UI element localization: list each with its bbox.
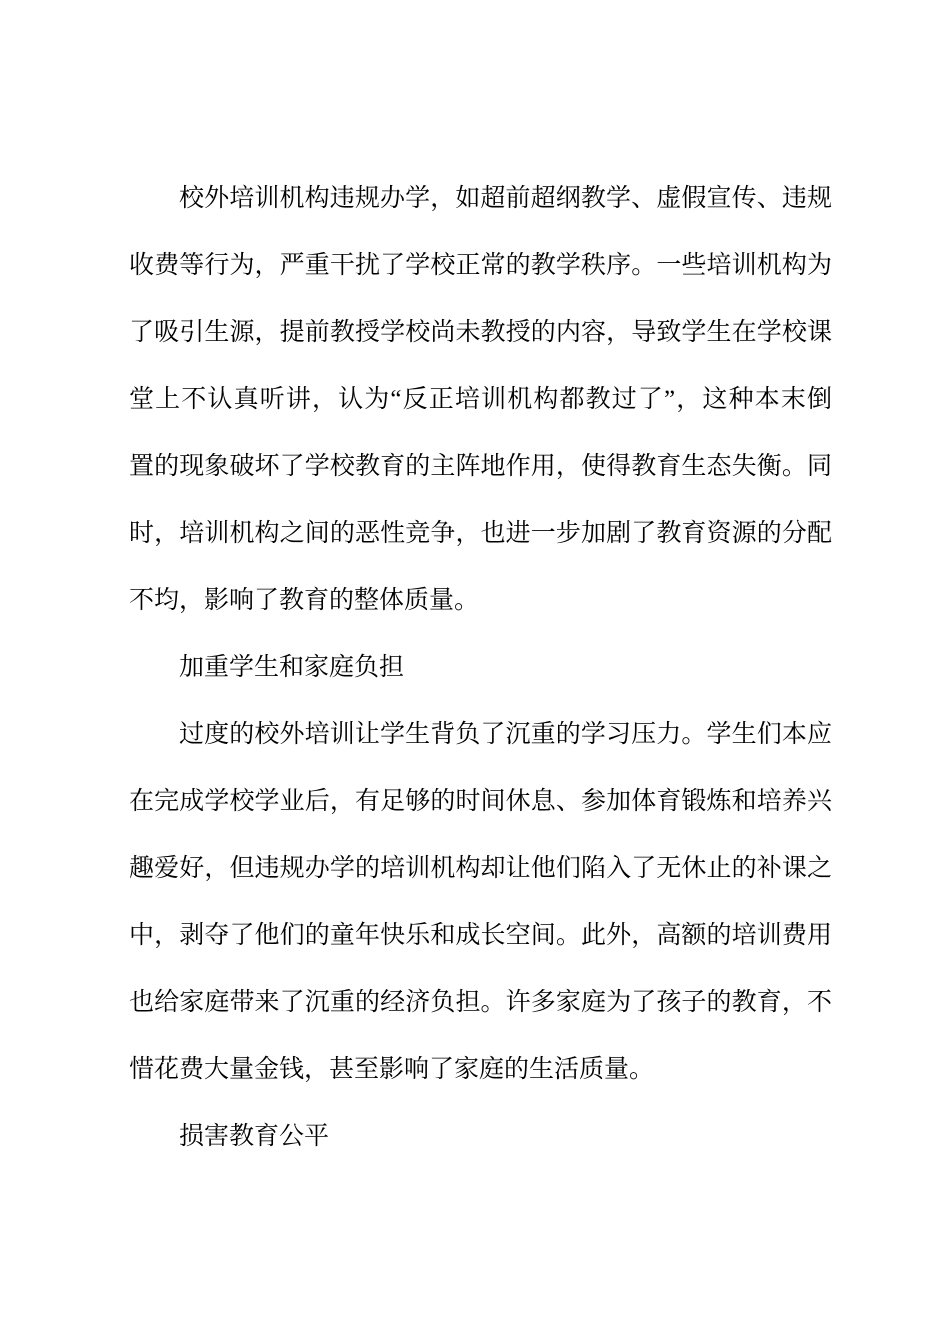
section-heading — [129, 634, 832, 701]
text-line: 时，培训机构之间的恶性竞争，也进一步加剧了教育资源的分配 — [129, 520, 832, 547]
text-line: 加重学生和家庭负担 — [179, 654, 405, 681]
text-line: 了吸引生源，提前教授学校尚未教授的内容，导致学生在学校课 — [129, 319, 832, 346]
text-line: 校外培训机构违规办学，如超前超纲教学、虚假宣传、违规 — [179, 185, 832, 212]
body-paragraph — [129, 701, 832, 1103]
text-line: 在完成学校学业后，有足够的时间休息、参加体育锻炼和培养兴 — [129, 788, 832, 815]
text-line: 中，剥夺了他们的童年快乐和成长空间。此外，高额的培训费用 — [129, 922, 832, 949]
text-line: 置的现象破坏了学校教育的主阵地作用，使得教育生态失衡。同 — [129, 453, 832, 480]
body-paragraph — [129, 165, 832, 634]
text-line: 堂上不认真听讲，认为“反正培训机构都教过了”，这种本末倒 — [129, 386, 832, 413]
text-line: 惜花费大量金钱，甚至影响了家庭的生活质量。 — [129, 1056, 655, 1083]
text-line: 趣爱好，但违规办学的培训机构却让他们陷入了无休止的补课之 — [129, 855, 832, 882]
text-line: 损害教育公平 — [179, 1123, 330, 1150]
document-body — [129, 165, 832, 1170]
text-line: 也给家庭带来了沉重的经济负担。许多家庭为了孩子的教育，不 — [129, 989, 832, 1016]
text-line: 过度的校外培训让学生背负了沉重的学习压力。学生们本应 — [179, 721, 832, 748]
section-heading — [129, 1103, 832, 1170]
text-line: 不均，影响了教育的整体质量。 — [129, 587, 480, 614]
text-line: 收费等行为，严重干扰了学校正常的教学秩序。一些培训机构为 — [129, 252, 832, 279]
